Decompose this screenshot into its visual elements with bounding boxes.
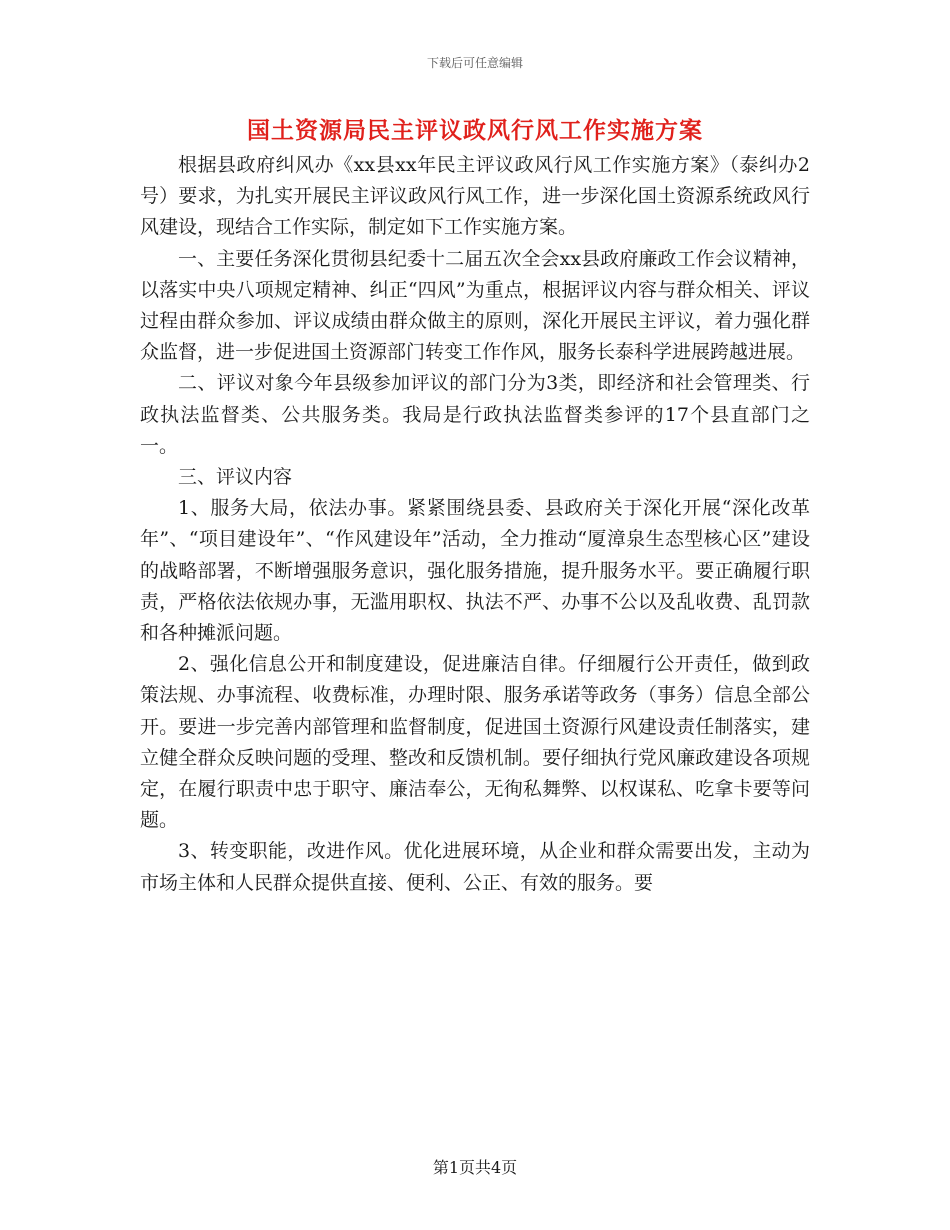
paragraph-intro: 根据县政府纠风办《xx县xx年民主评议政风行风工作实施方案》（泰纠办2号）要求，为扎实开展民主评议政风行风工作，进一步深化国土资源系统政风行风建设，现结合工作实际，制定如下工作实施方案。 [140,154,810,239]
paragraph-item-2: 2、强化信息公开和制度建设，促进廉洁自律。仔细履行公开责任，做到政策法规、办事流程、收费标准，办理时限、服务承诺等政务（事务）信息全部公开。要进一步完善内部管理和监督制度，促进国土资源行风建设责任制落实，建立健全群众反映问题的受理、整改和反馈机制。要仔细执行党风廉政建设各项规定，在履行职责中忠于职守、廉洁奉公，无徇私舞弊、以权谋私、吃拿卡要等问题。 [140,653,810,832]
header-note: 下载后可任意编辑 [426,56,523,70]
paragraph-evaluation-content-heading: 三、评议内容 [178,466,293,489]
document-title: 国土资源局民主评议政风行风工作实施方案 [247,117,703,144]
paragraph-item-3: 3、转变职能，改进作风。优化进展环境，从企业和群众需要出发，主动为市场主体和人民群众提供直接、便利、公正、有效的服务。要 [140,840,810,894]
paragraph-main-tasks: 一、主要任务深化贯彻县纪委十二届五次全会xx县政府廉政工作会议精神，以落实中央八项规定精神、纠正“四风”为重点，根据评议内容与群众相关、评议过程由群众参加、评议成绩由群众做主的原则，深化开展民主评议，着力强化群众监督，进一步促进国土资源部门转变工作作风，服务长泰科学进展跨越进展。 [140,247,810,364]
paragraph-item-1: 1、服务大局，依法办事。紧紧围绕县委、县政府关于深化开展“深化改革年”、“项目建设年”、“作风建设年”活动，全力推动“厦漳泉生态型核心区”建设的战略部署，不断增强服务意识，强化服务措施，提升服务水平。要正确履行职责，严格依法依规办事，无滥用职权、执法不严、办事不公以及乱收费、乱罚款和各种摊派问题。 [140,497,810,645]
paragraph-evaluation-targets: 二、评议对象今年县级参加评议的部门分为3类，即经济和社会管理类、行政执法监督类、公共服务类。我局是行政执法监督类参评的17个县直部门之一。 [140,372,810,457]
page-footer: 第1页共4页 [432,1158,518,1177]
document-body [140,150,810,899]
